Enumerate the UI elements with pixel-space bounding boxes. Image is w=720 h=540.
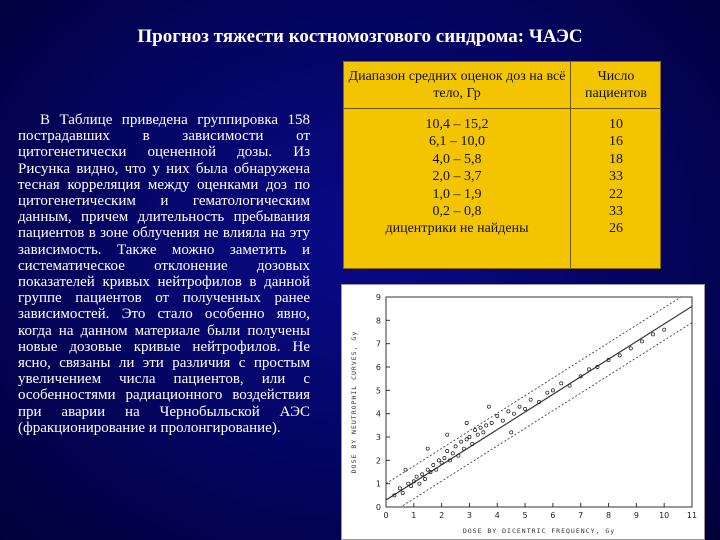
y-tick-label: 9: [375, 293, 381, 302]
data-point: [437, 459, 440, 462]
data-point: [404, 468, 407, 471]
y-tick-label: 3: [375, 433, 381, 442]
data-point: [443, 456, 446, 459]
table-cell-count: 33: [609, 204, 623, 220]
table-divider-horizontal: [344, 108, 660, 109]
data-point: [460, 440, 463, 443]
table-cell-count: 33: [609, 169, 623, 185]
table-cell-count: 22: [609, 186, 623, 202]
table-cell-range: 6,1 – 10,0: [429, 134, 485, 150]
data-point: [479, 426, 482, 429]
data-point: [454, 445, 457, 448]
table-column-range: [348, 116, 566, 238]
x-tick-label: 3: [466, 511, 473, 520]
x-tick-label: 9: [633, 511, 639, 520]
scatter-plot: [341, 284, 705, 540]
table-cell-count: 10: [609, 117, 623, 132]
data-point: [546, 391, 549, 394]
data-point: [451, 452, 454, 455]
data-point: [490, 421, 493, 424]
table-cell-count: 26: [609, 221, 623, 237]
data-point: [651, 333, 654, 336]
body-paragraph: В Таблице приведена группировка 158 пострадавших в зависимости от цитогенетически оцененной дозы. Из Рисунка видно, что у них была обнаружена тесная корреляция между оценками доз по цитогенетическим и гематологическим данным, причем длительность пребывания пациентов в зоне облучения не влияла на эту зависимость. Также можно заметить и систематическое отклонение дозовых показателей кривых нейтрофилов в данной группе пациентов от полученных ранее зависимостей. Это стало особенно явно, когда на данном материале были получены новые дозовые кривые нейтрофилов. Не ясно, связаны ли эти различия с простым увеличением числа пациентов, или с особенностями радиационного воздействия при аварии на Чернобыльской АЭС (фракционирование и пролонгирование).: [18, 112, 310, 436]
y-tick-label: 0: [375, 503, 381, 512]
data-point: [618, 354, 621, 357]
data-point: [487, 405, 490, 408]
confidence-band-lower: [386, 323, 692, 517]
data-point: [523, 407, 526, 410]
y-tick-label: 4: [375, 409, 381, 419]
table-cell-range: дицентрики не найдены: [385, 221, 529, 237]
data-point: [482, 431, 485, 434]
x-tick-label: 8: [605, 511, 612, 520]
x-tick-label: 1: [411, 511, 417, 520]
table-column-count: [572, 116, 660, 238]
data-point: [426, 447, 429, 450]
table-cell-count: 16: [609, 134, 623, 150]
data-point: [415, 475, 418, 478]
data-point: [512, 412, 515, 415]
data-point: [423, 477, 426, 480]
data-point: [398, 487, 401, 490]
x-tick-label: 0: [383, 511, 389, 520]
confidence-band-upper: [386, 290, 692, 484]
data-point: [421, 473, 424, 476]
table-cell-range: 10,4 – 15,2: [425, 117, 489, 132]
data-point: [560, 382, 563, 385]
x-tick-label: 6: [550, 511, 556, 520]
data-point: [587, 368, 590, 371]
data-point: [407, 482, 410, 485]
table-cell-range: 0,2 – 0,8: [432, 204, 482, 220]
plot-area: [386, 290, 692, 516]
data-point: [462, 447, 465, 450]
y-tick-label: 8: [375, 316, 381, 326]
slide-title: Прогноз тяжести костномозгового синдрома: ЧАЭС: [137, 26, 583, 47]
data-point: [468, 435, 471, 438]
y-tick-label: 1: [375, 479, 381, 489]
y-axis-label: DOSE BY NEUTROPHIL CURVES, Gy: [350, 330, 358, 474]
data-point: [507, 410, 510, 413]
x-tick-label: 4: [494, 511, 500, 520]
data-point: [629, 347, 632, 350]
table-cell-range: 4,0 – 5,8: [432, 151, 482, 167]
data-point: [446, 449, 449, 452]
data-point: [510, 431, 513, 434]
data-point: [529, 398, 532, 401]
table-cell-range: 1,0 – 1,9: [432, 186, 482, 202]
data-point: [476, 433, 479, 436]
x-tick-label: 5: [522, 511, 528, 520]
x-tick-label: 7: [578, 511, 584, 520]
data-point: [551, 389, 554, 392]
table-divider-vertical: [570, 62, 571, 268]
data-point: [409, 484, 412, 487]
data-point: [432, 463, 435, 466]
x-tick-label: 2: [439, 511, 445, 520]
dose-table: [343, 61, 661, 269]
x-tick-label: 10: [659, 511, 670, 520]
y-tick-label: 2: [375, 456, 381, 466]
data-point: [401, 491, 404, 494]
table-cell-count: 18: [609, 151, 623, 167]
data-point: [663, 328, 666, 331]
data-point: [446, 433, 449, 436]
table-header-count: Число пациентов: [585, 69, 647, 101]
data-point: [485, 424, 488, 427]
y-tick-label: 5: [375, 386, 381, 396]
data-point: [640, 340, 643, 343]
table-cell-range: 2,0 – 3,7: [432, 169, 482, 185]
y-tick-label: 7: [375, 339, 381, 349]
data-point: [440, 461, 443, 464]
data-point: [473, 428, 476, 431]
data-point: [465, 421, 468, 424]
y-tick-label: 6: [375, 363, 381, 372]
data-point: [501, 419, 504, 422]
scatter-plot-svg: [342, 285, 704, 539]
data-point: [418, 482, 421, 485]
data-point: [518, 405, 521, 408]
data-point: [465, 438, 468, 441]
x-tick-label: 11: [686, 511, 698, 520]
table-header-range: Диапазон средних оценок доз на всё тело, Гр: [348, 69, 566, 101]
plot-frame: [386, 297, 692, 507]
data-point: [496, 414, 499, 417]
x-axis-label: DOSE BY DICENTRIC FREQUENCY, Gy: [462, 527, 616, 535]
data-point: [568, 384, 571, 387]
data-point: [426, 468, 429, 471]
